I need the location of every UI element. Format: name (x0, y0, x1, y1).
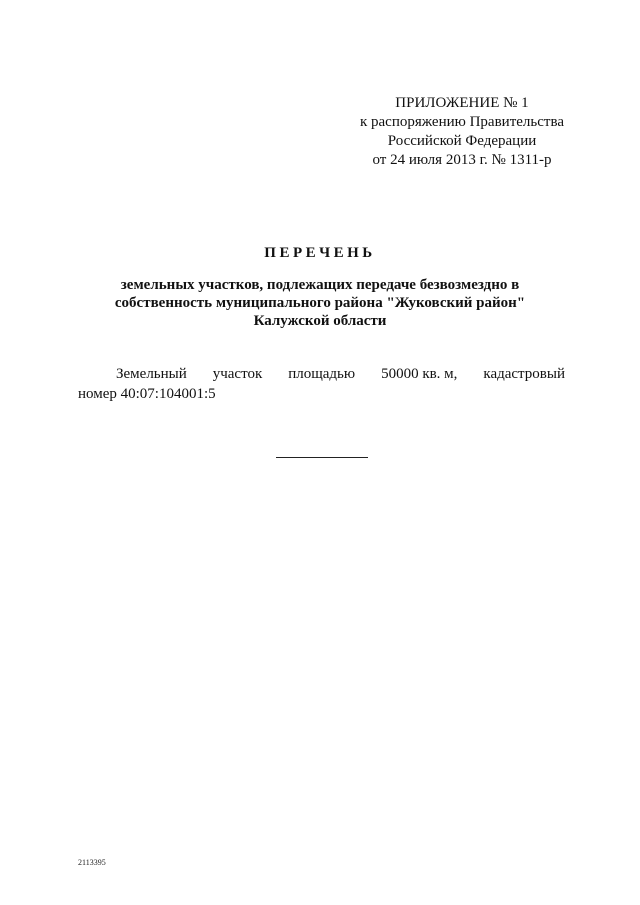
subtitle-line-3: Калужской области (253, 313, 387, 329)
subtitle-line-1: земельных участков, подлежащих передаче безвозмездно в (120, 277, 520, 293)
closing-rule (276, 457, 368, 458)
document-heading: ПЕРЕЧЕНЬ (264, 245, 376, 261)
subtitle-line-2: собственность муниципального района "Жуковский район" (114, 295, 526, 311)
body-word: Земельный (116, 366, 187, 382)
body-word: кадастровый (483, 366, 565, 382)
appendix-header (320, 94, 604, 170)
body-word: участок (212, 366, 263, 382)
appendix-line-2: Российской Федерации (387, 133, 537, 149)
appendix-title: ПРИЛОЖЕНИЕ № 1 (395, 95, 529, 111)
body-word: площадью (288, 366, 356, 382)
body-word: 50000 кв. м, (381, 366, 458, 382)
appendix-line-3: от 24 июля 2013 г. № 1311-р (372, 152, 552, 168)
document-code: 2113395 (78, 858, 106, 867)
land-plot-description (78, 364, 565, 404)
body-line-1 (78, 364, 565, 384)
document-subtitle (60, 276, 580, 330)
appendix-line-1: к распоряжению Правительства (359, 114, 564, 130)
body-line-2: номер 40:07:104001:5 (78, 386, 216, 402)
